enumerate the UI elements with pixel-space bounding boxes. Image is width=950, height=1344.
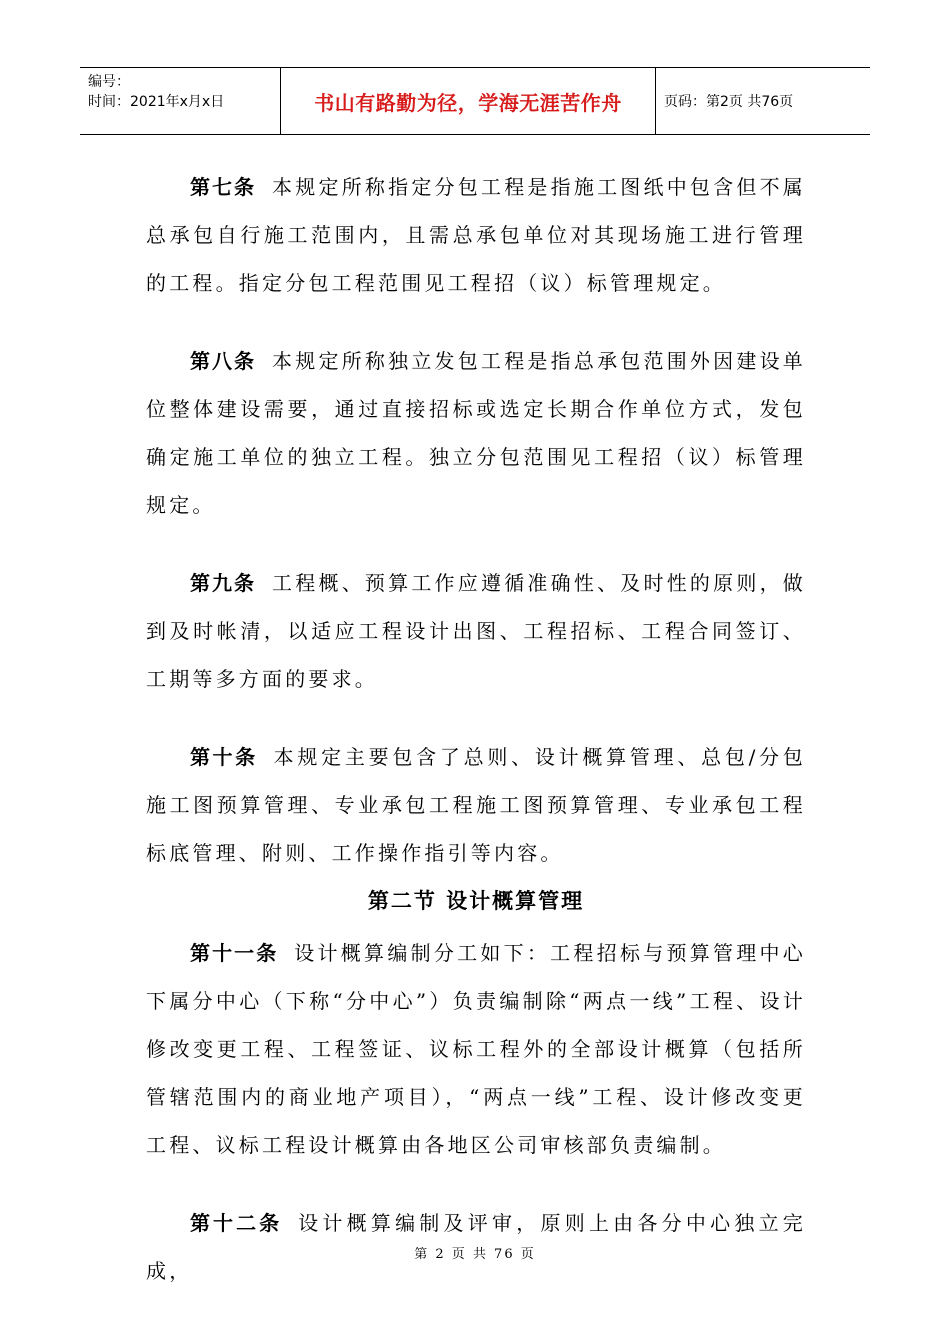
- article-label: 第七条: [190, 175, 257, 199]
- header-motto: 书山有路勤为径，学海无涯苦作舟: [281, 68, 656, 134]
- page-footer: 第 2 页 共 76 页: [414, 1247, 536, 1262]
- article-10: [146, 733, 806, 877]
- article-text: 设计概算编制分工如下：工程招标与预算管理中心下属分中心（下称“分中心”）负责编制除“两点一线”工程、设计修改变更工程、工程签证、议标工程外的全部设计概算（包括所管辖范围内的商业地产项目），“两点一线”工程、设计修改变更工程、议标工程设计概算由各地区公司审核部负责编制。: [146, 941, 807, 1157]
- article-label: 第十二条: [190, 1211, 283, 1235]
- article-label: 第十一条: [190, 941, 279, 965]
- article-text: 本规定所称独立发包工程是指总承包范围外因建设单位整体建设需要，通过直接招标或选定长期合作单位方式，发包确定施工单位的独立工程。独立分包范围见工程招（议）标管理规定。: [146, 349, 806, 517]
- header-page-info: 页码：第2页 共76页: [664, 94, 794, 110]
- article-11: [146, 929, 806, 1169]
- article-text: 本规定所称指定分包工程是指施工图纸中包含但不属总承包自行施工范围内，且需总承包单位对其现场施工进行管理的工程。指定分包工程范围见工程招（议）标管理规定。: [146, 175, 806, 295]
- article-9: [146, 559, 806, 703]
- article-text: 工程概、预算工作应遵循准确性、及时性的原则，做到及时帐清，以适应工程设计出图、工程招标、工程合同签订、工期等多方面的要求。: [146, 571, 806, 691]
- header-meta: [80, 68, 281, 134]
- article-text: 设计概算编制及评审，原则上由各分中心独立完成，: [146, 1211, 807, 1283]
- article-8: [146, 337, 806, 529]
- document-time-label: 时间：2021年x月x日: [88, 94, 225, 110]
- document-number-label: 编号：: [88, 74, 130, 90]
- page-header: [80, 67, 870, 135]
- article-text: 本规定主要包含了总则、设计概算管理、总包/分包施工图预算管理、专业承包工程施工图预算管理、专业承包工程标底管理、附则、工作操作指引等内容。: [146, 745, 806, 865]
- section-title: 第二节 设计概算管理: [367, 889, 585, 913]
- article-label: 第十条: [190, 745, 258, 769]
- document-body: [146, 163, 806, 1295]
- article-7: [146, 163, 806, 307]
- article-label: 第九条: [190, 571, 257, 595]
- article-label: 第八条: [190, 349, 257, 373]
